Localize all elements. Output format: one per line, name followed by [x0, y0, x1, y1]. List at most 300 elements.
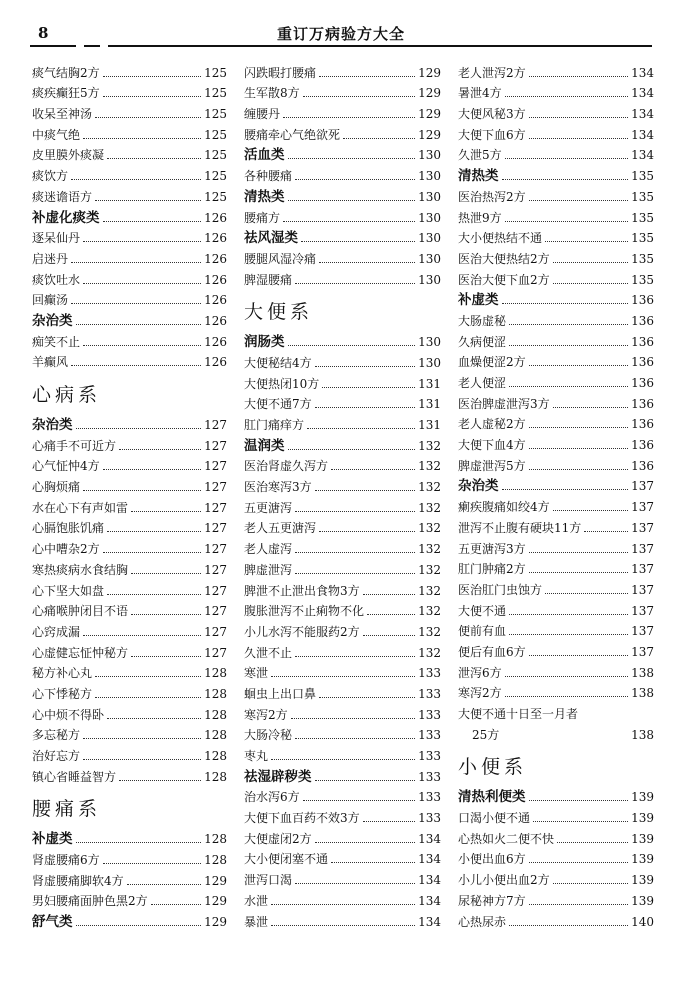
entry-title: 五更溏泻3方	[458, 541, 526, 556]
page-ref: 137	[631, 644, 654, 659]
dot-leader	[291, 718, 415, 719]
page-ref: 132	[418, 562, 441, 577]
page-ref: 136	[631, 417, 654, 432]
entry-title: 补虚化痰类	[32, 209, 100, 226]
dot-leader	[553, 262, 628, 263]
dot-leader	[107, 531, 201, 532]
entry-title: 医治脾虚泄泻3方	[458, 396, 550, 411]
dot-leader	[363, 594, 415, 595]
page-ref: 129	[418, 107, 441, 122]
toc-category	[244, 184, 441, 205]
toc-entry	[32, 536, 227, 557]
toc-entry	[244, 557, 441, 578]
entry-title: 心中嘈杂2方	[32, 542, 100, 557]
section-heading: 心病系	[32, 383, 102, 406]
dot-leader	[71, 179, 201, 180]
page-ref: 126	[204, 272, 227, 287]
dot-leader	[288, 200, 416, 201]
entry-title: 脾虚泄泻5方	[458, 458, 526, 473]
toc-entry	[32, 702, 227, 723]
dot-leader	[119, 780, 201, 781]
dot-leader	[95, 117, 201, 118]
entry-title: 五更溏泻	[244, 500, 293, 515]
entry-title: 腹胀泄泻不止痢物不化	[244, 604, 365, 619]
dot-leader	[553, 283, 628, 284]
toc-entry	[32, 60, 227, 81]
entry-title: 大便不通7方	[244, 397, 312, 412]
page-ref: 126	[204, 334, 227, 349]
dot-leader	[83, 345, 201, 346]
page-ref: 132	[418, 459, 441, 474]
dot-leader	[71, 365, 201, 366]
page-ref: 129	[418, 65, 441, 80]
page-ref: 132	[418, 604, 441, 619]
page-ref: 125	[204, 189, 227, 204]
dot-leader	[271, 676, 415, 677]
dot-leader	[119, 449, 201, 450]
toc-entry	[244, 619, 441, 640]
dot-leader	[505, 221, 628, 222]
toc-entry	[32, 495, 227, 516]
page-ref: 134	[418, 852, 441, 867]
entry-title: 祛湿辟秽类	[244, 768, 312, 785]
entry-title: 寒泄	[244, 666, 269, 681]
entry-title: 痰气结胸2方	[32, 65, 100, 80]
dot-leader	[322, 387, 415, 388]
entry-title: 肛门肿痛2方	[458, 562, 526, 577]
toc-entry	[244, 640, 441, 661]
toc-entry	[32, 454, 227, 475]
toc-entry	[458, 122, 654, 143]
entry-title: 羊癫风	[32, 355, 69, 370]
dot-leader	[319, 262, 415, 263]
page-ref: 132	[418, 583, 441, 598]
entry-title: 收呆至神汤	[32, 107, 93, 122]
entry-title: 清热类	[458, 168, 499, 185]
page-ref: 132	[418, 500, 441, 515]
section-heading: 大便系	[244, 301, 314, 324]
toc-entry	[458, 847, 654, 868]
toc-entry	[458, 81, 654, 102]
page-ref: 126	[204, 231, 227, 246]
page-ref: 139	[631, 852, 654, 867]
page-ref: 127	[204, 438, 227, 453]
entry-title: 小儿小便出血2方	[458, 873, 550, 888]
page-ref: 127	[204, 645, 227, 660]
entry-title: 杂治类	[32, 417, 73, 433]
entry-title: 大便下血4方	[458, 438, 526, 453]
toc-entry	[32, 267, 227, 288]
entry-title: 痰疾癫狂5方	[32, 86, 100, 101]
page-ref: 130	[418, 148, 441, 163]
dot-leader	[553, 883, 628, 884]
page-ref: 130	[418, 355, 441, 370]
entry-title: 腰痛牵心气绝欲死	[244, 127, 341, 142]
dot-leader	[271, 925, 415, 926]
toc-entry	[244, 702, 441, 723]
dot-leader	[295, 656, 415, 657]
page-ref: 134	[418, 873, 441, 888]
toc-entry	[32, 847, 227, 868]
page-ref: 127	[204, 480, 227, 495]
entry-title: 热泄9方	[458, 210, 502, 225]
dot-leader	[529, 904, 628, 905]
running-title: 重订万病验方大全	[276, 25, 405, 43]
page-ref: 127	[204, 521, 227, 536]
toc-entry	[32, 101, 227, 122]
dot-leader	[76, 428, 202, 429]
page-ref: 136	[631, 438, 654, 453]
entry-title: 心热如火二便不快	[458, 831, 555, 846]
entry-title: 蛔虫上出口鼻	[244, 686, 317, 701]
dot-leader	[505, 158, 628, 159]
dot-leader	[509, 634, 628, 635]
toc-entry	[32, 743, 227, 764]
page-ref: 133	[418, 811, 441, 826]
entry-title: 暑泄4方	[458, 86, 502, 101]
page-ref: 125	[204, 148, 227, 163]
page-ref: 125	[204, 107, 227, 122]
entry-title: 补虚类	[32, 831, 73, 848]
entry-title: 寒热痰病水食结胸	[32, 562, 129, 577]
toc-entry	[458, 660, 654, 681]
dot-leader	[283, 117, 415, 118]
entry-title: 大肠冷秘	[244, 728, 293, 743]
entry-title: 皮里膜外痰凝	[32, 148, 105, 163]
dot-leader	[505, 96, 628, 97]
toc-entry	[244, 81, 441, 102]
entry-title: 医治大便下血2方	[458, 272, 550, 287]
dot-leader	[509, 345, 628, 346]
toc-entry	[458, 557, 654, 578]
toc-entry	[458, 432, 654, 453]
page-ref: 138	[631, 686, 654, 701]
entry-title: 暴泄	[244, 914, 269, 929]
dot-leader	[95, 676, 201, 677]
toc-entry	[244, 536, 441, 557]
toc-entry	[32, 226, 227, 247]
page-ref: 127	[204, 583, 227, 598]
toc-entry	[32, 474, 227, 495]
entry-title: 治好忘方	[32, 749, 81, 763]
entry-title: 中痰气绝	[32, 127, 81, 142]
page-ref: 131	[418, 418, 441, 432]
page-ref: 137	[631, 624, 654, 639]
toc-entry	[458, 826, 654, 847]
toc-entry	[458, 184, 654, 205]
page-ref: 132	[418, 624, 441, 639]
toc-entry	[32, 122, 227, 143]
toc-entry	[32, 681, 227, 702]
dot-leader	[545, 241, 628, 242]
page-ref: 133	[418, 686, 441, 701]
toc-entry	[32, 557, 227, 578]
toc-entry	[458, 888, 654, 909]
toc-entry	[244, 163, 441, 184]
dot-leader	[107, 158, 201, 159]
toc-entry	[244, 578, 441, 599]
page-ref: 128	[204, 769, 227, 784]
entry-title: 心虚健忘怔忡秘方	[32, 645, 129, 660]
dot-leader	[529, 200, 628, 201]
toc-entry	[244, 454, 441, 475]
entry-title: 小便出血6方	[458, 852, 526, 867]
entry-title: 肾虚腰痛6方	[32, 853, 100, 868]
entry-title: 泄泻6方	[458, 665, 502, 680]
page-ref: 128	[204, 686, 227, 701]
toc-column-2	[244, 60, 441, 930]
dot-leader	[529, 365, 628, 366]
entry-title: 心下悸秘方	[32, 686, 93, 701]
page-ref: 134	[631, 148, 654, 163]
entry-title: 瘌疾腹痛如绞4方	[458, 500, 550, 515]
dot-leader	[301, 241, 415, 242]
dot-leader	[553, 407, 628, 408]
dot-leader	[295, 573, 415, 574]
toc-entry	[244, 101, 441, 122]
page-ref: 135	[631, 272, 654, 287]
page-ref: 130	[418, 169, 441, 184]
toc-entry	[458, 909, 654, 930]
dot-leader	[533, 821, 628, 822]
toc-category	[458, 785, 654, 806]
entry-title: 肾虚腰痛脚软4方	[32, 873, 124, 888]
dot-leader	[131, 573, 201, 574]
dot-leader	[505, 676, 628, 677]
toc-entry	[458, 101, 654, 122]
toc-category	[244, 143, 441, 164]
page-ref: 137	[631, 541, 654, 556]
entry-title: 心痛喉肿闭目不语	[32, 604, 129, 619]
toc-category	[32, 827, 227, 848]
toc-entry	[244, 599, 441, 620]
toc-entry	[458, 205, 654, 226]
page-ref: 125	[204, 127, 227, 142]
entry-title: 老人虚泻	[244, 542, 293, 557]
toc-entry	[458, 681, 654, 702]
dot-leader	[557, 842, 628, 843]
toc-entry	[32, 143, 227, 164]
dot-leader	[363, 821, 415, 822]
dot-leader	[529, 800, 629, 801]
entry-title: 心窍成漏	[32, 624, 81, 639]
entry-title: 大便虚闭2方	[244, 831, 312, 846]
entry-title: 男妇腰痛面肿色黑2方	[32, 894, 148, 909]
toc-entry	[458, 722, 654, 743]
entry-title: 腰痛方	[244, 210, 281, 225]
page-ref: 134	[418, 914, 441, 929]
entry-title: 水泄	[244, 893, 269, 908]
toc-entry	[458, 350, 654, 371]
dot-leader	[151, 904, 201, 905]
toc-entry	[32, 723, 227, 744]
page-ref: 134	[631, 65, 654, 80]
dot-leader	[529, 448, 628, 449]
dot-leader	[553, 510, 628, 511]
toc-entry	[458, 412, 654, 433]
entry-title: 心中烦不得卧	[32, 707, 105, 722]
toc-category	[244, 226, 441, 247]
toc-entry	[32, 578, 227, 599]
entry-title: 痴笑不止	[32, 334, 81, 349]
entry-title: 治水泻6方	[244, 790, 300, 805]
toc-category	[458, 163, 654, 184]
page-ref: 127	[204, 604, 227, 619]
toc-entry	[244, 743, 441, 764]
page-ref: 128	[204, 666, 227, 681]
page-ref: 136	[631, 396, 654, 411]
toc-entry	[458, 226, 654, 247]
dot-leader	[295, 883, 415, 884]
page-ref: 127	[204, 500, 227, 515]
page-ref: 134	[418, 893, 441, 908]
page-ref: 139	[631, 790, 654, 805]
entry-title: 25方	[472, 727, 500, 742]
entry-title: 痰饮方	[32, 169, 69, 184]
page-ref: 133	[418, 666, 441, 681]
page-ref: 129	[418, 86, 441, 101]
entry-title: 便前有血	[458, 624, 507, 639]
toc-category	[458, 474, 654, 495]
dot-leader	[331, 469, 415, 470]
dot-leader	[529, 117, 628, 118]
dot-leader	[295, 511, 415, 512]
dot-leader	[83, 138, 201, 139]
toc-entry	[458, 701, 654, 722]
toc-category	[32, 205, 227, 226]
section-heading: 小便系	[458, 756, 528, 779]
dot-leader	[319, 531, 415, 532]
entry-title: 大便下血6方	[458, 127, 526, 142]
entry-title: 痰迷谵语方	[32, 189, 93, 204]
toc-entry	[458, 453, 654, 474]
toc-entry	[32, 599, 227, 620]
entry-title: 清热利便类	[458, 789, 526, 806]
dot-leader	[363, 635, 415, 636]
dot-leader	[295, 552, 415, 553]
dot-leader	[303, 800, 415, 801]
dot-leader	[83, 241, 201, 242]
page-ref: 133	[418, 790, 441, 805]
toc-entry	[458, 536, 654, 557]
page-ref: 131	[418, 397, 441, 412]
entry-title: 医治寒泻3方	[244, 480, 312, 495]
page-ref: 139	[631, 811, 654, 826]
dot-leader	[103, 863, 201, 864]
dot-leader	[315, 780, 416, 781]
page-ref: 129	[418, 127, 441, 142]
entry-title: 舒气类	[32, 914, 73, 931]
page-ref: 126	[204, 355, 227, 370]
toc-entry	[32, 661, 227, 682]
toc-entry	[32, 81, 227, 102]
entry-title: 医治热泻2方	[458, 189, 526, 204]
entry-title: 杂治类	[458, 478, 499, 495]
toc-entry	[244, 847, 441, 868]
dot-leader	[502, 303, 629, 304]
toc-category	[32, 909, 227, 930]
page-ref: 134	[631, 127, 654, 142]
toc-entry	[244, 392, 441, 413]
dot-leader	[288, 449, 416, 450]
toc-category	[244, 330, 441, 351]
page-ref: 128	[204, 728, 227, 743]
dot-leader	[295, 738, 415, 739]
toc-column-1	[32, 60, 227, 930]
entry-title: 大便不通	[458, 603, 507, 618]
page-ref: 128	[204, 707, 227, 722]
dot-leader	[529, 427, 628, 428]
toc-entry	[244, 826, 441, 847]
page-ref: 132	[418, 480, 441, 495]
dot-leader	[295, 283, 415, 284]
page-ref: 134	[631, 86, 654, 101]
page-ref: 136	[631, 334, 654, 349]
dot-leader	[103, 76, 201, 77]
toc-entry	[32, 619, 227, 640]
entry-title: 活血类	[244, 147, 285, 164]
page-ref: 126	[204, 251, 227, 266]
dot-leader	[95, 697, 201, 698]
page-ref: 127	[204, 459, 227, 474]
dot-leader	[107, 718, 201, 719]
page-ref: 133	[418, 769, 441, 784]
entry-title: 水在心下有声如雷	[32, 500, 129, 515]
toc-entry	[244, 60, 441, 81]
dot-leader	[529, 138, 628, 139]
entry-title: 枣丸	[244, 749, 269, 763]
page-ref: 132	[418, 645, 441, 660]
entry-title: 大便风秘3方	[458, 107, 526, 122]
entry-title: 回癫汤	[32, 293, 69, 308]
page-ref: 125	[204, 65, 227, 80]
page-ref: 132	[418, 542, 441, 557]
dot-leader	[319, 76, 415, 77]
page-ref: 130	[418, 251, 441, 266]
toc-entry	[244, 805, 441, 826]
toc-entry	[244, 246, 441, 267]
entry-title: 心膈饱胀饥痛	[32, 521, 105, 536]
page-ref: 127	[204, 418, 227, 432]
entry-title: 脾泄不止泄出食物3方	[244, 583, 360, 598]
entry-title: 闪跌暇打腰痛	[244, 65, 317, 80]
toc-entry	[32, 868, 227, 889]
page-ref: 139	[631, 831, 654, 846]
section-heading: 腰痛系	[32, 798, 102, 821]
toc-entry	[244, 371, 441, 392]
dot-leader	[545, 593, 628, 594]
header-rule-gap	[100, 41, 108, 49]
page-ref: 135	[631, 251, 654, 266]
page-ref: 127	[204, 542, 227, 557]
dot-leader	[103, 96, 201, 97]
dot-leader	[271, 759, 415, 760]
page-ref: 137	[631, 562, 654, 577]
page-ref: 136	[631, 376, 654, 390]
dot-leader	[107, 594, 201, 595]
entry-title: 泄泻口渴	[244, 873, 293, 888]
entry-title: 心胸烦痛	[32, 480, 81, 495]
toc-entry	[458, 494, 654, 515]
toc-category	[32, 412, 227, 433]
page-ref: 126	[204, 210, 227, 225]
page-ref: 136	[631, 293, 654, 308]
entry-title: 温润类	[244, 437, 285, 454]
entry-title: 祛风湿类	[244, 230, 298, 247]
dot-leader	[367, 614, 415, 615]
entry-title: 大便下血百药不效3方	[244, 811, 360, 826]
toc-entry	[458, 60, 654, 81]
